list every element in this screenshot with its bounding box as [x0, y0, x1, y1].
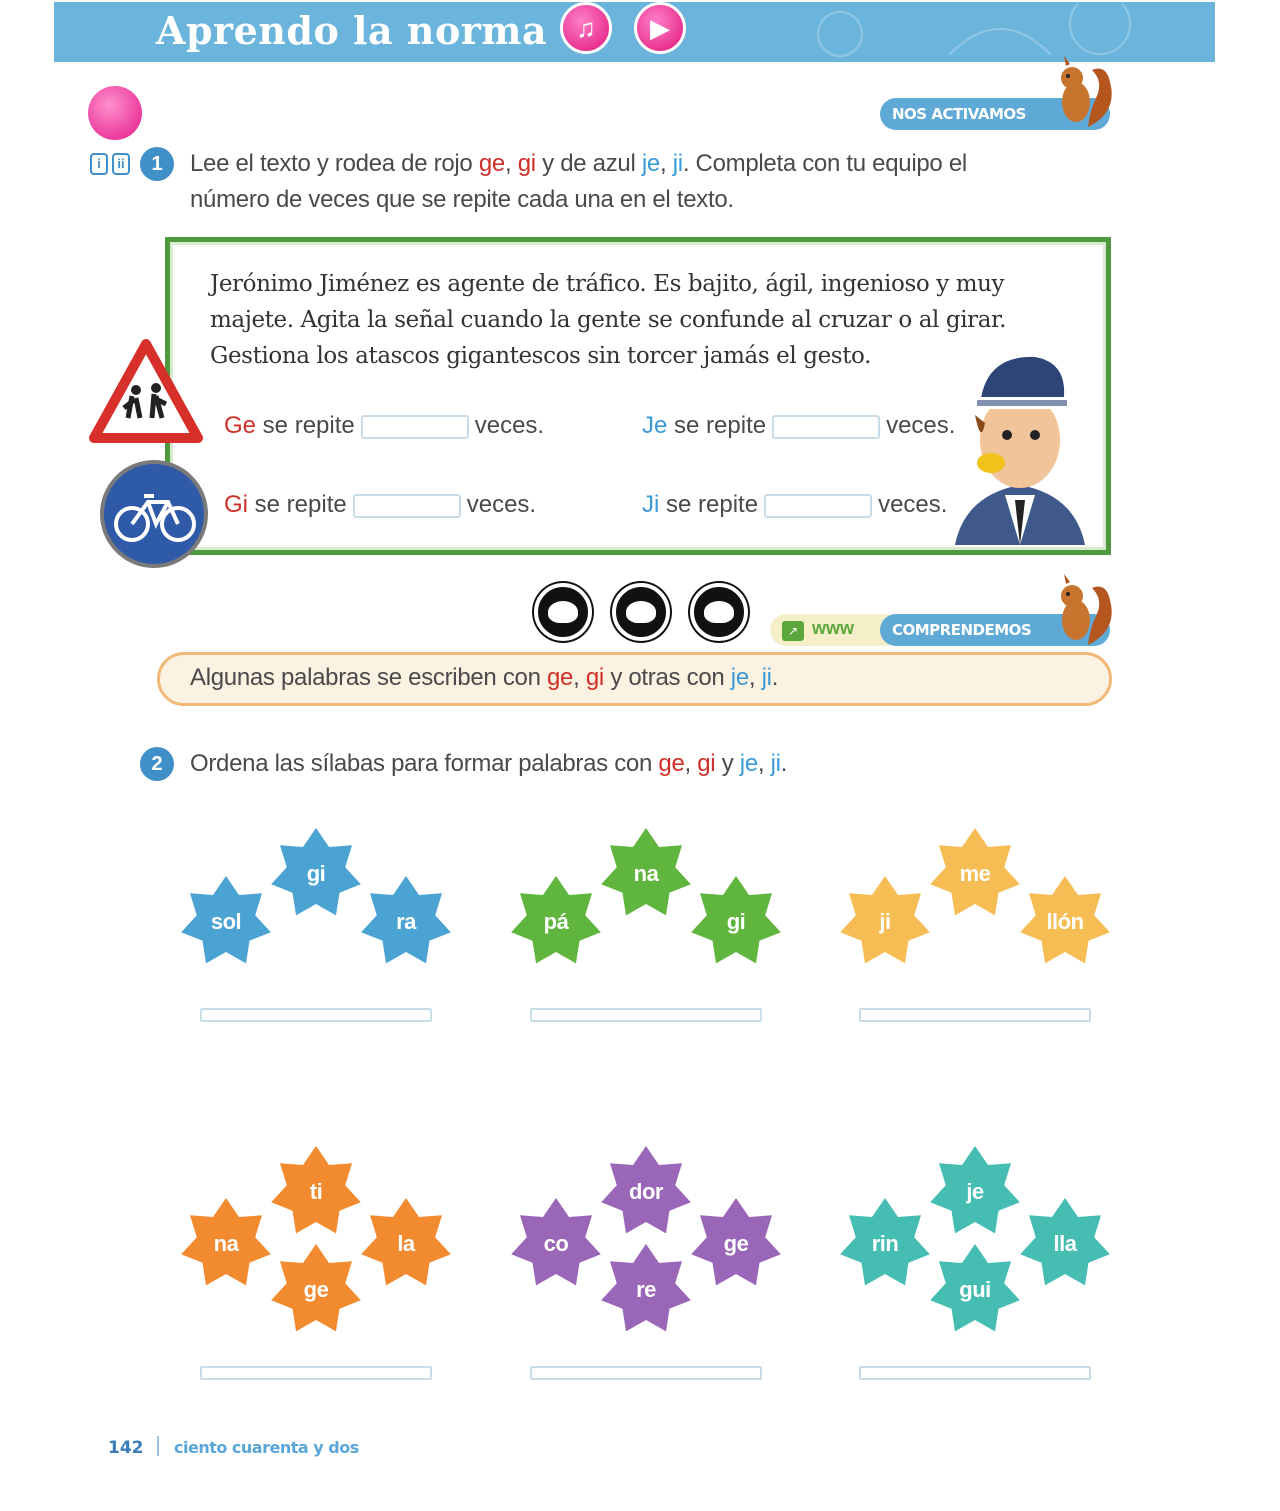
count-answer-field[interactable]	[353, 494, 461, 518]
play-icon[interactable]: ▶	[634, 2, 686, 54]
count-answer-field[interactable]	[772, 415, 880, 439]
syllable-label: na	[213, 1231, 239, 1256]
syllable-label: ji	[879, 909, 891, 934]
syllable-star[interactable]	[270, 1244, 362, 1336]
syllable-star[interactable]	[690, 876, 782, 968]
syllable-label: sol	[210, 909, 242, 934]
highlight-syllable: gi	[697, 750, 716, 777]
highlight-syllable: je	[641, 150, 660, 177]
page-number: 142	[108, 1438, 144, 1458]
syllable-star[interactable]	[360, 876, 452, 968]
syllable-star[interactable]	[180, 876, 272, 968]
text-run: .	[771, 664, 779, 691]
syllable-label: me	[959, 861, 991, 886]
highlight-syllable: ji	[761, 664, 772, 691]
activity-number-1: 1	[140, 147, 174, 181]
traffic-officer-illustration	[945, 345, 1095, 545]
syllable-label: dor	[629, 1179, 663, 1204]
syllable-star[interactable]	[270, 828, 362, 920]
count-syllable: Ji	[642, 491, 660, 518]
syllable-label: ti	[309, 1179, 323, 1204]
syllable-label: ge	[723, 1231, 749, 1256]
count-je	[642, 412, 955, 440]
syllable-star[interactable]	[690, 1198, 782, 1290]
web-resource-icon[interactable]: ↗	[782, 621, 804, 641]
highlight-syllable: ji	[672, 150, 683, 177]
answer-field[interactable]	[859, 1366, 1091, 1380]
count-suffix: veces.	[466, 491, 537, 518]
syllable-star[interactable]	[929, 828, 1021, 920]
pointer-icon-3[interactable]	[690, 583, 748, 641]
children-crossing-sign-icon	[88, 338, 204, 446]
syllable-star[interactable]	[180, 1198, 272, 1290]
syllable-star[interactable]	[270, 1146, 362, 1238]
syllable-label: pá	[543, 909, 569, 934]
highlight-syllable: gi	[585, 664, 604, 691]
activity-1-instructions	[190, 146, 1030, 218]
count-gi	[224, 491, 536, 519]
highlight-syllable: ge	[547, 664, 574, 691]
text-run: ,	[504, 150, 518, 177]
header-decoration	[800, 4, 1200, 60]
individual-work-icon: i	[90, 153, 108, 175]
footer-divider	[157, 1436, 159, 1456]
text-run: . Completa con tu equipo el número de veces que se repite cada una en el texto.	[190, 150, 967, 213]
count-prefix: se repite	[248, 491, 347, 518]
highlight-syllable: je	[739, 750, 758, 777]
syllable-label: llón	[1046, 909, 1084, 934]
syllable-label: gui	[959, 1277, 991, 1302]
syllable-star[interactable]	[360, 1198, 452, 1290]
www-link[interactable]: www	[812, 618, 855, 638]
syllable-label: gi	[726, 909, 746, 934]
text-run: Lee el texto y rodea de rojo	[190, 150, 479, 177]
syllable-star[interactable]	[510, 1198, 602, 1290]
syllable-star[interactable]	[929, 1146, 1021, 1238]
count-suffix: veces.	[878, 491, 948, 518]
count-ji	[642, 491, 947, 519]
text-run: y	[715, 750, 740, 777]
team-work-icon: ii	[112, 153, 130, 175]
syllable-label: je	[966, 1179, 984, 1204]
highlight-syllable: ge	[658, 750, 685, 777]
reading-text: Jerónimo Jiménez es agente de tráfico. Es bajito, ágil, ingenioso y muy majete. Agita la señal cuando la gente se confunde al cruzar o al girar. Gestiona los atascos gigantescos sin torcer jamás el gesto.	[210, 271, 1007, 369]
syllable-label: na	[633, 861, 659, 886]
syllable-star[interactable]	[1019, 1198, 1111, 1290]
syllable-label: rin	[871, 1231, 899, 1256]
text-run: Algunas palabras se escriben con	[190, 664, 547, 691]
highlight-syllable: ji	[770, 750, 781, 777]
section-tag-activate: NOS ACTIVAMOS	[880, 98, 1110, 130]
page-number-words: ciento cuarenta y dos	[174, 1438, 359, 1457]
page-title: Aprendo la norma	[156, 8, 548, 53]
count-syllable: Je	[642, 412, 668, 439]
count-answer-field[interactable]	[764, 494, 872, 518]
bicycle-lane-sign-icon	[98, 458, 210, 570]
music-note-icon[interactable]: ♫	[560, 2, 612, 54]
syllable-star[interactable]	[600, 1146, 692, 1238]
count-prefix: se repite	[659, 491, 759, 518]
answer-field[interactable]	[200, 1008, 432, 1022]
text-run: ,	[748, 664, 762, 691]
answer-field[interactable]	[200, 1366, 432, 1380]
syllable-star[interactable]	[929, 1244, 1021, 1336]
text-run: ,	[659, 150, 673, 177]
activity-number-2: 2	[140, 747, 174, 781]
syllable-label: ra	[396, 909, 416, 934]
highlight-syllable: ge	[478, 150, 505, 177]
squirrel-icon	[1048, 52, 1118, 132]
squirrel-icon	[1048, 570, 1118, 650]
text-run: ,	[573, 664, 586, 691]
syllable-label: gi	[306, 861, 326, 886]
count-prefix: se repite	[667, 412, 767, 439]
syllable-label: re	[636, 1277, 656, 1302]
syllable-star[interactable]	[600, 1244, 692, 1336]
pointer-icon-1[interactable]	[534, 583, 592, 641]
syllable-label: lla	[1053, 1231, 1077, 1256]
answer-field[interactable]	[530, 1366, 762, 1380]
highlight-syllable: je	[730, 664, 749, 691]
syllable-label: ge	[303, 1277, 329, 1302]
text-run: y otras con	[603, 664, 731, 691]
level-badge	[88, 86, 142, 140]
syllable-star[interactable]	[600, 828, 692, 920]
activity-2-instructions	[190, 746, 1030, 782]
count-ge	[224, 412, 544, 440]
syllable-label: co	[543, 1231, 569, 1256]
section-tag-understand: COMPRENDEMOS	[880, 614, 1110, 646]
text-run: ,	[684, 750, 698, 777]
syllable-star[interactable]	[839, 1198, 931, 1290]
answer-field[interactable]	[859, 1008, 1091, 1022]
text-run: y de azul	[535, 150, 642, 177]
highlight-syllable: gi	[517, 150, 536, 177]
count-answer-field[interactable]	[361, 415, 469, 439]
text-run: .	[780, 750, 788, 777]
syllable-label: la	[397, 1231, 415, 1256]
count-syllable: Ge	[224, 412, 257, 439]
answer-field[interactable]	[530, 1008, 762, 1022]
count-suffix: veces.	[474, 412, 545, 439]
count-prefix: se repite	[256, 412, 355, 439]
text-run: ,	[757, 750, 771, 777]
rule-text	[190, 664, 778, 692]
text-run: Ordena las sílabas para formar palabras con	[190, 750, 659, 777]
pointer-icon-2[interactable]	[612, 583, 670, 641]
syllable-star[interactable]	[1019, 876, 1111, 968]
syllable-star[interactable]	[510, 876, 602, 968]
count-syllable: Gi	[224, 491, 248, 518]
count-suffix: veces.	[886, 412, 956, 439]
syllable-star[interactable]	[839, 876, 931, 968]
